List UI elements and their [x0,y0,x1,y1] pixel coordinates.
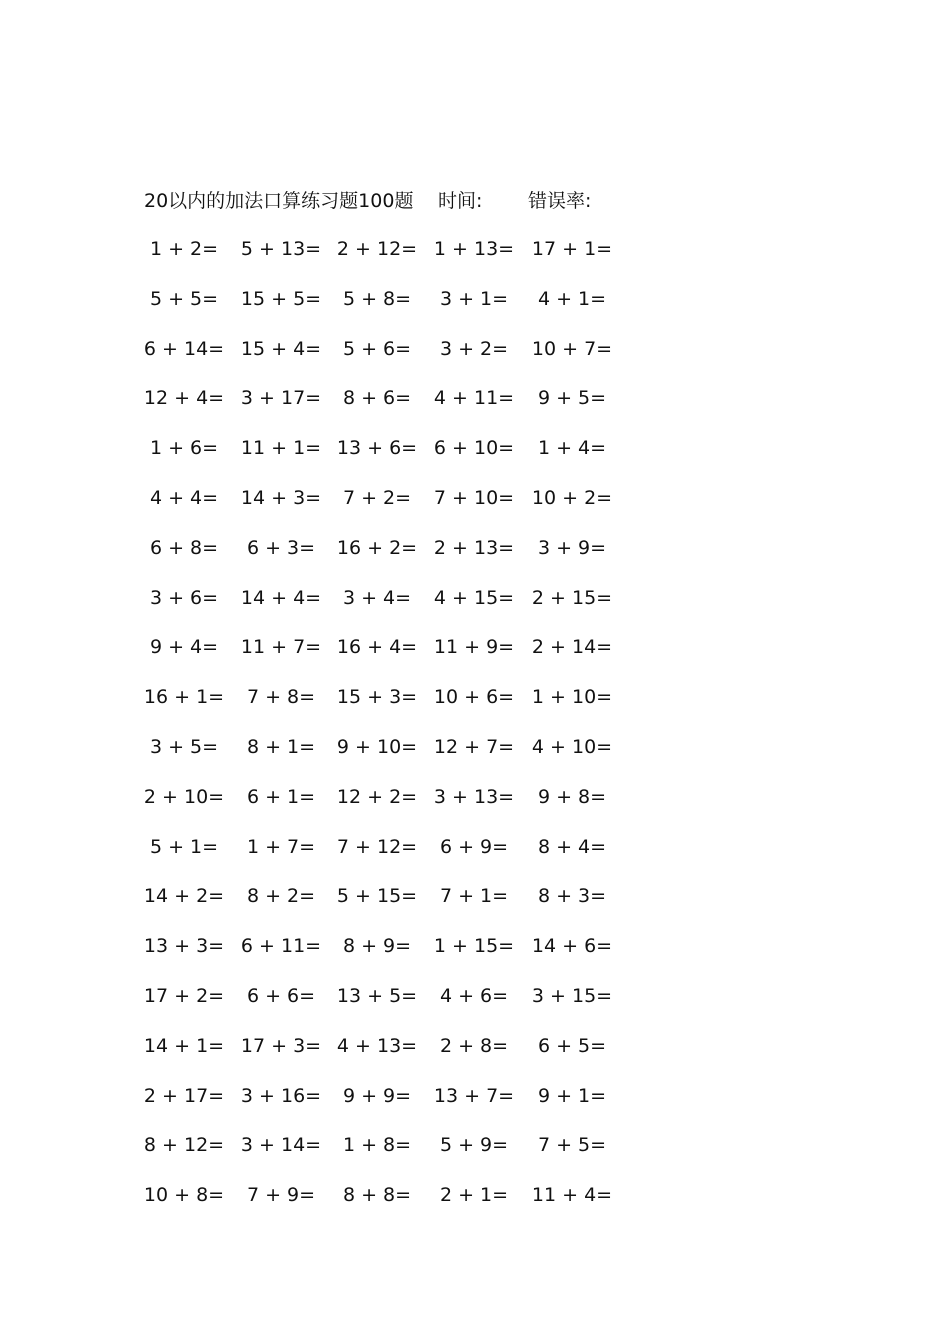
addition-problem: 17 + 1= [531,238,613,260]
addition-problem: 3 + 14= [240,1134,322,1157]
addition-problem: 14 + 2= [143,885,225,908]
addition-problem: 2 + 15= [531,586,613,609]
addition-problem: 3 + 2= [439,337,509,360]
addition-problem: 8 + 2= [246,885,316,908]
addition-problem: 1 + 15= [433,935,515,958]
addition-problem: 6 + 11= [240,935,322,958]
addition-problem: 1 + 7= [246,835,316,858]
addition-problem: 9 + 10= [336,735,418,758]
problem-row [0,483,950,533]
addition-problem: 11 + 1= [240,437,322,460]
problem-row [0,981,950,1031]
addition-problem: 2 + 14= [531,636,613,659]
problem-row [0,1180,950,1230]
addition-problem: 16 + 1= [143,686,225,709]
addition-problem: 8 + 9= [342,935,412,958]
addition-problem: 5 + 6= [342,337,412,360]
addition-problem: 4 + 4= [149,486,219,509]
addition-problem: 10 + 7= [531,337,613,360]
addition-problem: 2 + 13= [433,536,515,559]
addition-problem: 9 + 1= [537,1084,607,1107]
addition-problem: 14 + 3= [240,486,322,509]
addition-problem: 12 + 4= [143,387,225,410]
addition-problem: 7 + 1= [439,885,509,908]
problem-row [0,632,950,682]
addition-problem: 2 + 12= [336,238,418,260]
addition-problem: 10 + 6= [433,686,515,709]
addition-problem: 10 + 2= [531,486,613,509]
addition-problem: 14 + 4= [240,586,322,609]
problem-row [0,334,950,384]
addition-problem: 4 + 13= [336,1034,418,1057]
problem-row [0,1130,950,1180]
addition-problem: 7 + 8= [246,686,316,709]
problem-grid [0,234,950,1230]
addition-problem: 9 + 4= [149,636,219,659]
problem-row [0,433,950,483]
addition-problem: 12 + 7= [433,735,515,758]
addition-problem: 1 + 4= [537,437,607,460]
addition-problem: 4 + 15= [433,586,515,609]
addition-problem: 1 + 6= [149,437,219,460]
addition-problem: 8 + 4= [537,835,607,858]
addition-problem: 3 + 9= [537,536,607,559]
addition-problem: 2 + 8= [439,1034,509,1057]
problem-row [0,1031,950,1081]
addition-problem: 3 + 6= [149,586,219,609]
worksheet-title: 20以内的加法口算练习题100题 [144,190,414,212]
addition-problem: 2 + 10= [143,785,225,808]
addition-problem: 6 + 3= [246,536,316,559]
problem-row [0,881,950,931]
addition-problem: 5 + 5= [149,287,219,310]
addition-problem: 17 + 3= [240,1034,322,1057]
problem-row [0,284,950,334]
addition-problem: 8 + 3= [537,885,607,908]
addition-problem: 2 + 1= [439,1184,509,1207]
addition-problem: 1 + 10= [531,686,613,709]
addition-problem: 5 + 8= [342,287,412,310]
addition-problem: 3 + 5= [149,735,219,758]
addition-problem: 1 + 2= [149,238,219,260]
problem-row [0,732,950,782]
addition-problem: 3 + 16= [240,1084,322,1107]
problem-row [0,931,950,981]
addition-problem: 16 + 2= [336,536,418,559]
addition-problem: 4 + 6= [439,984,509,1007]
addition-problem: 6 + 6= [246,984,316,1007]
addition-problem: 4 + 10= [531,735,613,758]
problem-row [0,234,950,284]
addition-problem: 14 + 6= [531,935,613,958]
addition-problem: 10 + 8= [143,1184,225,1207]
addition-problem: 17 + 2= [143,984,225,1007]
addition-problem: 3 + 1= [439,287,509,310]
addition-problem: 3 + 17= [240,387,322,410]
addition-problem: 5 + 1= [149,835,219,858]
addition-problem: 8 + 8= [342,1184,412,1207]
addition-problem: 15 + 3= [336,686,418,709]
addition-problem: 15 + 4= [240,337,322,360]
addition-problem: 3 + 13= [433,785,515,808]
addition-problem: 14 + 1= [143,1034,225,1057]
addition-problem: 8 + 6= [342,387,412,410]
problem-row [0,583,950,633]
problem-row [0,782,950,832]
addition-problem: 2 + 17= [143,1084,225,1107]
problem-row [0,533,950,583]
error-rate-label: 错误率: [528,190,592,212]
time-label: 时间: [438,190,483,212]
addition-problem: 6 + 14= [143,337,225,360]
problem-row [0,682,950,732]
addition-problem: 7 + 2= [342,486,412,509]
addition-problem: 9 + 9= [342,1084,412,1107]
addition-problem: 7 + 5= [537,1134,607,1157]
addition-problem: 13 + 3= [143,935,225,958]
addition-problem: 12 + 2= [336,785,418,808]
addition-problem: 6 + 10= [433,437,515,460]
addition-problem: 6 + 5= [537,1034,607,1057]
addition-problem: 15 + 5= [240,287,322,310]
addition-problem: 11 + 7= [240,636,322,659]
addition-problem: 6 + 9= [439,835,509,858]
addition-problem: 5 + 15= [336,885,418,908]
addition-problem: 5 + 13= [240,238,322,260]
addition-problem: 3 + 4= [342,586,412,609]
problem-row [0,832,950,882]
addition-problem: 9 + 5= [537,387,607,410]
addition-problem: 1 + 13= [433,238,515,260]
addition-problem: 11 + 9= [433,636,515,659]
addition-problem: 5 + 9= [439,1134,509,1157]
addition-problem: 11 + 4= [531,1184,613,1207]
problem-row [0,383,950,433]
addition-problem: 8 + 12= [143,1134,225,1157]
addition-problem: 16 + 4= [336,636,418,659]
addition-problem: 6 + 8= [149,536,219,559]
problem-row [0,1081,950,1131]
addition-problem: 13 + 6= [336,437,418,460]
addition-problem: 4 + 1= [537,287,607,310]
addition-problem: 1 + 8= [342,1134,412,1157]
addition-problem: 9 + 8= [537,785,607,808]
addition-problem: 8 + 1= [246,735,316,758]
worksheet-header [144,186,591,216]
addition-problem: 3 + 15= [531,984,613,1007]
addition-problem: 4 + 11= [433,387,515,410]
addition-problem: 7 + 9= [246,1184,316,1207]
addition-problem: 13 + 7= [433,1084,515,1107]
addition-problem: 7 + 12= [336,835,418,858]
addition-problem: 6 + 1= [246,785,316,808]
addition-problem: 7 + 10= [433,486,515,509]
addition-problem: 13 + 5= [336,984,418,1007]
